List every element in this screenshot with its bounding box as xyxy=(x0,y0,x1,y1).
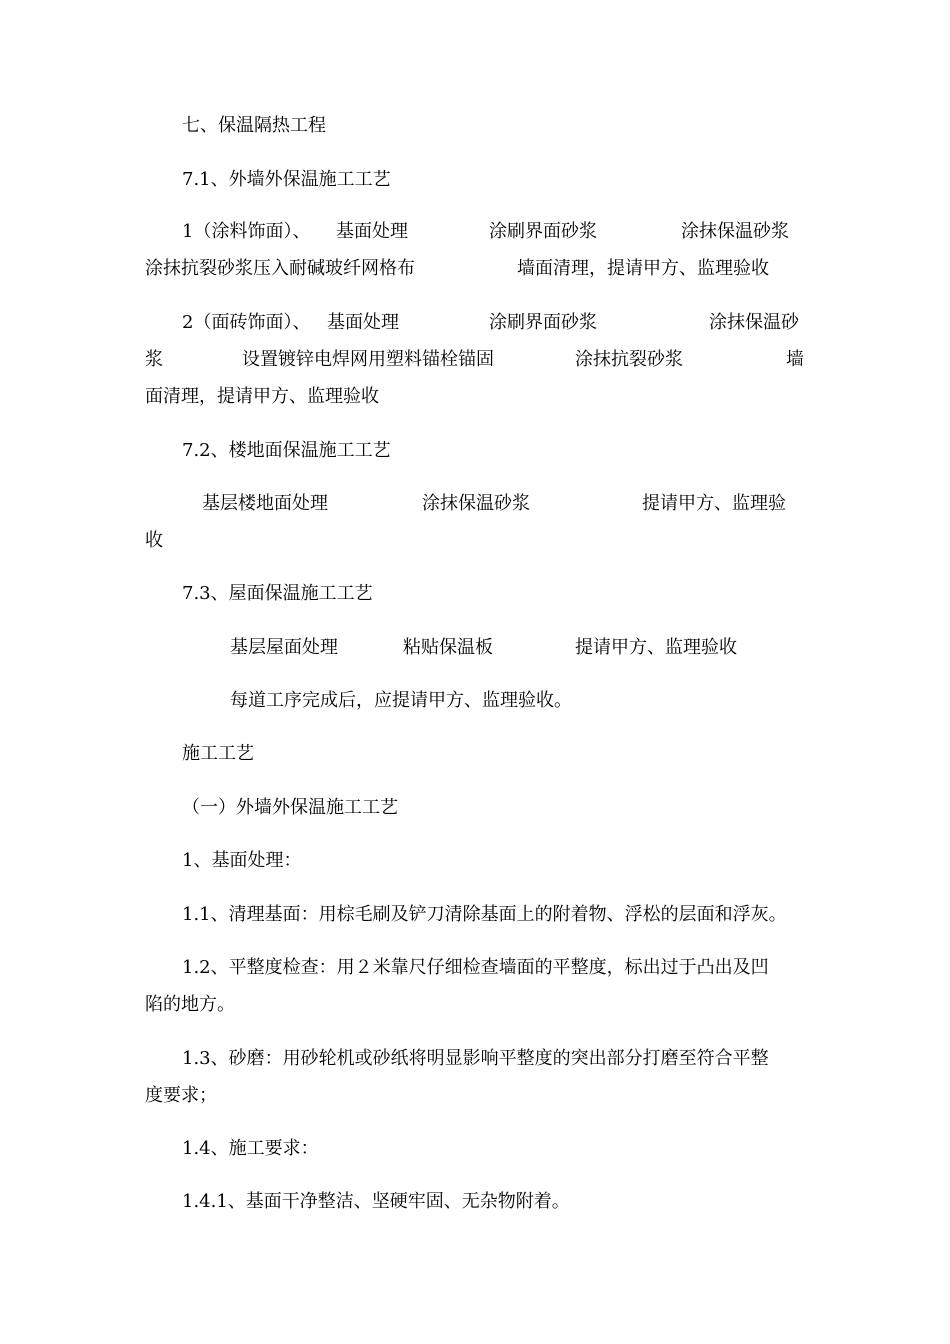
paragraph: 1.1、清理基面：用棕毛刷及铲刀清除基面上的附着物、浮松的层面和浮灰。 xyxy=(182,904,787,925)
process-step: 涂抹抗裂砂浆压入耐碱玻纤网格布 xyxy=(145,258,415,279)
process-step: 基层屋面处理 xyxy=(230,637,338,658)
subsection-heading-7-3: 7.3、屋面保温施工工艺 xyxy=(182,583,373,604)
process-step: 设置镀锌电焊网用塑料锚栓锚固 xyxy=(242,349,494,370)
paragraph: 1、基面处理： xyxy=(182,850,302,871)
process-step: 基面处理 xyxy=(336,221,408,242)
process-subheading: （一）外墙外保温施工工艺 xyxy=(182,797,398,818)
process-step: 墙面清理，提请甲方、监理验收 xyxy=(517,258,769,279)
paragraph-continuation: 陷的地方。 xyxy=(145,994,235,1015)
process-step: 涂刷界面砂浆 xyxy=(489,312,597,333)
process-heading: 施工工艺 xyxy=(182,743,254,764)
paragraph: 1.3、砂磨：用砂轮机或砂纸将明显影响平整度的突出部分打磨至符合平整 xyxy=(182,1048,769,1069)
process-step: 基层楼地面处理 xyxy=(202,493,328,514)
paragraph: 1.4、施工要求： xyxy=(182,1138,319,1159)
process-step: 基面处理 xyxy=(327,312,399,333)
process-step: 墙 xyxy=(786,349,804,370)
paragraph: 1.2、平整度检查：用２米靠尺仔细检查墙面的平整度，标出过于凸出及凹 xyxy=(182,957,769,978)
process-step: 浆 xyxy=(145,349,163,370)
process-step: 提请甲方、监理验 xyxy=(642,493,786,514)
process-step: 面清理，提请甲方、监理验收 xyxy=(145,386,379,407)
subsection-heading-7-2: 7.2、楼地面保温施工工艺 xyxy=(182,440,391,461)
process-step: 涂抹保温砂浆 xyxy=(422,493,530,514)
paragraph-continuation: 度要求； xyxy=(145,1085,217,1106)
process-step: 粘贴保温板 xyxy=(403,637,493,658)
paragraph: 1.4.1、基面干净整洁、坚硬牢固、无杂物附着。 xyxy=(182,1191,570,1212)
item-1-prefix: 1（涂料饰面）、 xyxy=(182,221,311,242)
subsection-heading-7-1: 7.1、外墙外保温施工工艺 xyxy=(182,169,391,190)
process-step: 涂抹保温砂 xyxy=(709,312,799,333)
note-paragraph: 每道工序完成后，应提请甲方、监理验收。 xyxy=(230,690,572,711)
process-step: 收 xyxy=(145,530,163,551)
item-2-prefix: 2（面砖饰面）、 xyxy=(182,312,311,333)
section-heading: 七、保温隔热工程 xyxy=(182,115,326,136)
process-step: 涂抹保温砂浆 xyxy=(681,221,789,242)
process-step: 涂刷界面砂浆 xyxy=(489,221,597,242)
process-step: 提请甲方、监理验收 xyxy=(575,637,737,658)
process-step: 涂抹抗裂砂浆 xyxy=(575,349,683,370)
